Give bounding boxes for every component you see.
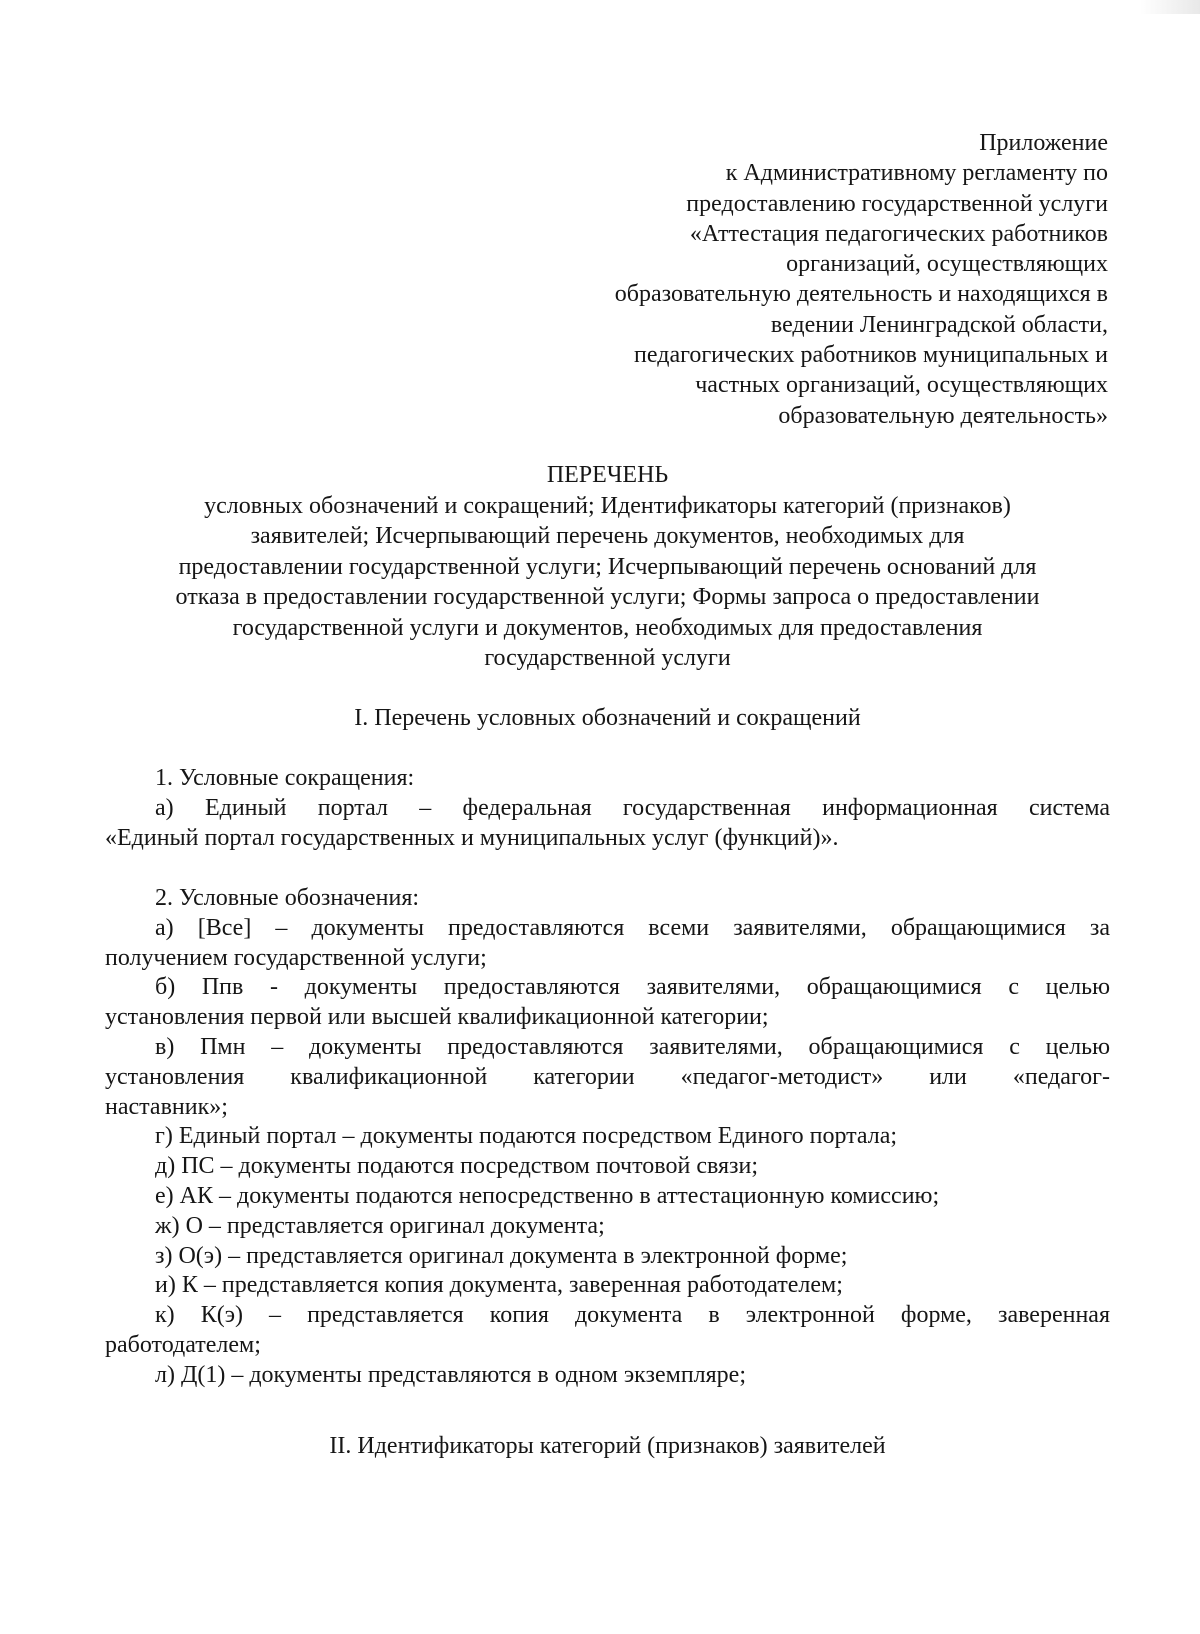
list-item-line: и) К – представляется копия документа, заверенная работодателем;	[155, 1272, 843, 1299]
section-heading-1: I. Перечень условных обозначений и сокращений	[354, 705, 861, 731]
list-item-line: получением государственной услуги;	[105, 944, 487, 971]
list-item-line: ж) О – представляется оригинал документа;	[155, 1212, 605, 1239]
title-line: условных обозначений и сокращений; Идентификаторы категорий (признаков)	[204, 492, 1011, 519]
appendix-line: частных организаций, осуществляющих	[695, 372, 1108, 399]
list-item-line: наставник»;	[105, 1093, 228, 1120]
list-item-line: д) ПС – документы подаются посредством почтовой связи;	[155, 1153, 759, 1180]
list-item-line: з) О(э) – представляется оригинал документа в электронной форме;	[155, 1242, 848, 1269]
list-item-line: е) АК – документы подаются непосредственно в аттестационную комиссию;	[155, 1182, 940, 1209]
list-item-line: а) Единый портал – федеральная государственная информационная система	[155, 794, 1110, 821]
list-item-line: б) Ппв - документы предоставляются заявителями, обращающимися с целью	[155, 974, 1110, 1001]
section-1-designations	[105, 884, 1110, 1391]
list-item-line: г) Единый портал – документы подаются посредством Единого портала;	[155, 1123, 898, 1150]
appendix-block	[488, 128, 1108, 431]
list-item-line: установления квалификационной категории «педагог-методист» или «педагог-	[105, 1063, 1110, 1090]
appendix-line: предоставлению государственной услуги	[686, 190, 1108, 217]
title-heading: ПЕРЕЧЕНЬ	[546, 462, 669, 488]
list-item-line: в) Пмн – документы предоставляются заявителями, обращающимися с целью	[155, 1033, 1110, 1060]
title-line: государственной услуги	[484, 645, 731, 671]
appendix-line: образовательную деятельность»	[778, 402, 1108, 429]
title-line: заявителей; Исчерпывающий перечень документов, необходимых для	[250, 523, 965, 549]
appendix-line: к Административному регламенту по	[725, 160, 1108, 187]
list-item-line: работодателем;	[105, 1331, 261, 1358]
scan-artifact	[1140, 0, 1200, 14]
appendix-line: организаций, осуществляющих	[786, 251, 1108, 278]
title-line: государственной услуги и документов, необходимых для предоставления	[232, 614, 983, 641]
appendix-line: «Аттестация педагогических работников	[689, 220, 1108, 247]
appendix-line: образовательную деятельность и находящихся в	[614, 281, 1108, 308]
list-item-line: к) К(э) – представляется копия документа в электронной форме, заверенная	[155, 1302, 1110, 1329]
list-item-line: «Единый портал государственных и муниципальных услуг (функций)».	[105, 824, 839, 851]
item-heading: 1. Условные сокращения:	[155, 765, 415, 791]
item-heading: 2. Условные обозначения:	[155, 885, 420, 911]
appendix-line: Приложение	[979, 130, 1108, 156]
list-item-line: л) Д(1) – документы представляются в одном экземпляре;	[155, 1361, 746, 1388]
appendix-line: ведении Ленинградской области,	[770, 311, 1108, 338]
section-1-abbreviations	[105, 764, 1110, 853]
appendix-line: педагогических работников муниципальных и	[634, 342, 1108, 369]
document-title	[105, 460, 1110, 674]
list-item-line: а) [Все] – документы предоставляются всеми заявителями, обращающимися за	[155, 914, 1110, 941]
list-item-line: установления первой или высшей квалификационной категории;	[105, 1004, 769, 1031]
title-line: предоставлении государственной услуги; Исчерпывающий перечень оснований для	[178, 553, 1037, 580]
section-heading-2: II. Идентификаторы категорий (признаков) заявителей	[329, 1433, 886, 1459]
title-line: отказа в предоставлении государственной услуги; Формы запроса о предоставлении	[175, 584, 1040, 610]
